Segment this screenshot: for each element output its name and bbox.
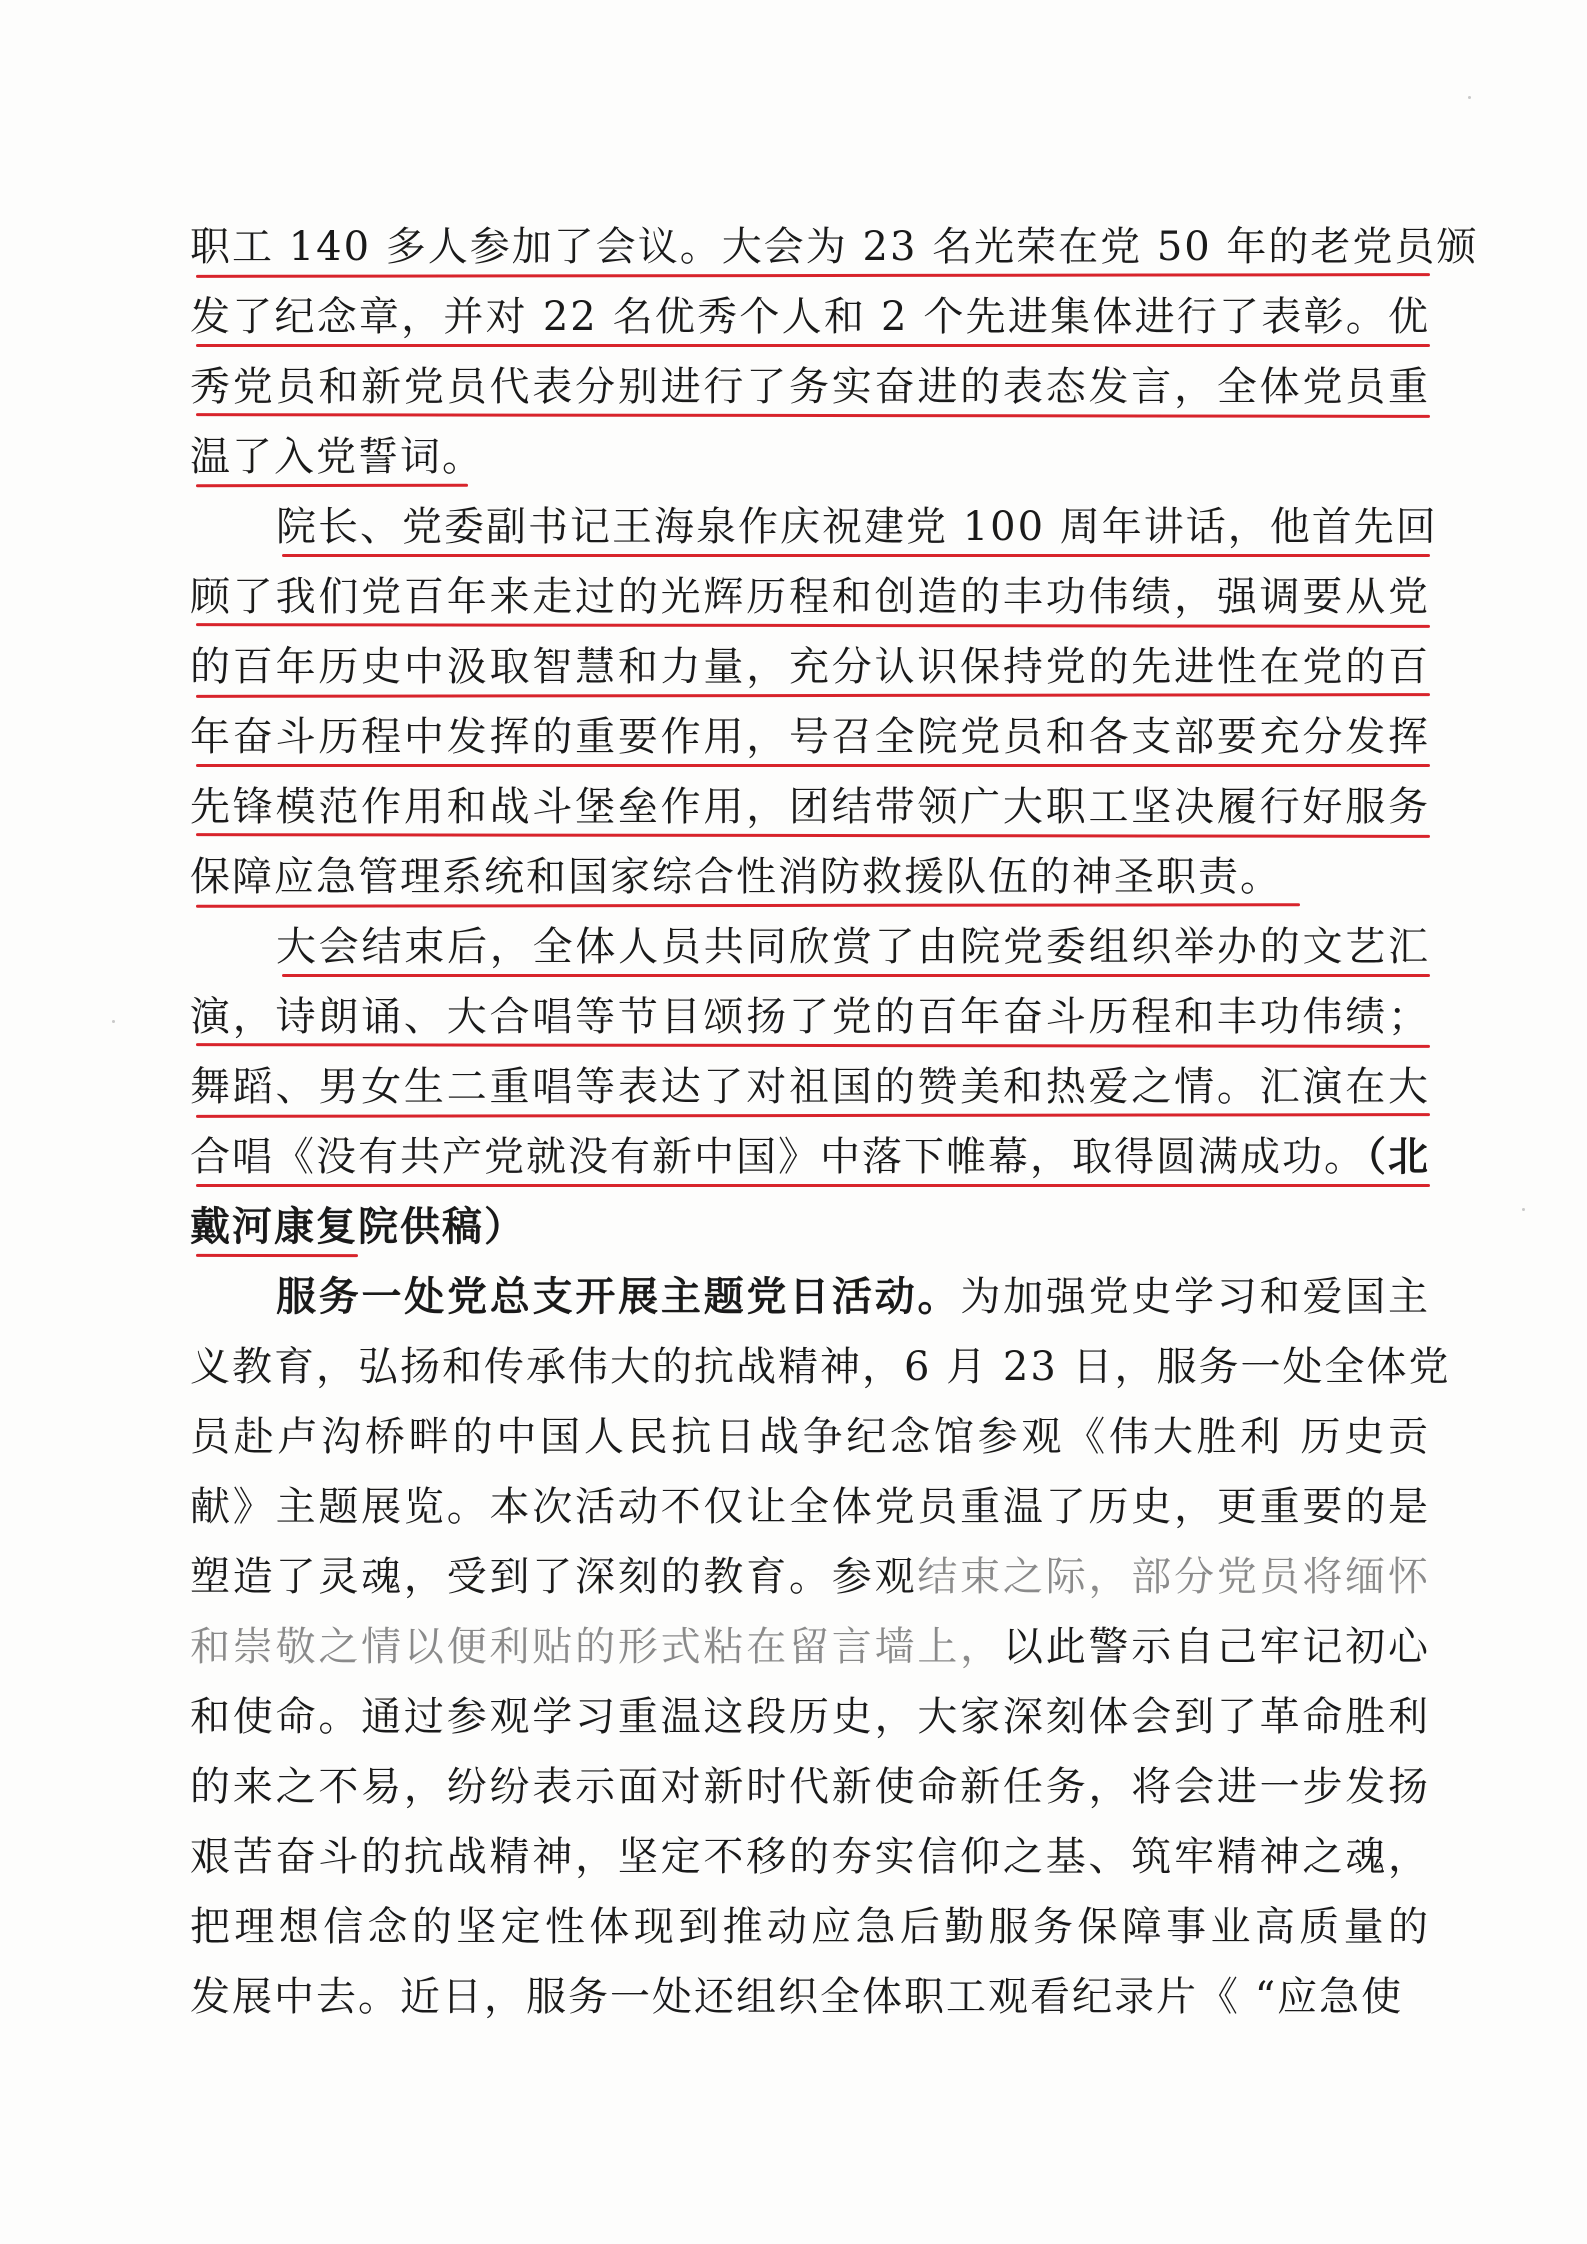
line-text: 温了入党誓词。	[190, 434, 484, 480]
text-line	[190, 912, 1430, 982]
faded-text: 结束之际，部分党员将缅怀	[917, 1554, 1431, 1600]
text-line	[190, 702, 1430, 772]
line-text: 义教育，弘扬和传承伟大的抗战精神，6 月 23 日，服务一处全体党	[190, 1344, 1451, 1390]
text-line	[190, 1822, 1430, 1892]
red-underline	[282, 554, 1430, 557]
text-line	[190, 632, 1430, 702]
line-text: 献》主题展览。本次活动不仅让全体党员重温了历史，更重要的是	[190, 1484, 1430, 1530]
line-text: 发展中去。近日，服务一处还组织全体职工观看纪录片《 “应急使	[190, 1974, 1404, 2020]
text-line	[190, 1962, 1403, 2032]
text-line	[190, 772, 1430, 842]
text-line	[190, 1612, 1430, 1682]
line-text: 艰苦奋斗的抗战精神，坚定不移的夯实信仰之基、筑牢精神之魂，	[190, 1834, 1430, 1880]
text-line	[190, 492, 1438, 562]
line-text: 合唱《没有共产党就没有新中国》中落下帷幕，取得圆满成功。	[190, 1134, 1366, 1180]
text-line	[190, 1262, 1430, 1332]
line-text: 的百年历史中汲取智慧和力量，充分认识保持党的先进性在党的百	[190, 644, 1430, 690]
text-line	[190, 1052, 1430, 1122]
line-text: 秀党员和新党员代表分别进行了务实奋进的表态发言，全体党员重	[190, 364, 1430, 410]
text-line	[190, 1472, 1430, 1542]
text-line	[190, 562, 1430, 632]
red-underline	[196, 484, 468, 487]
line-text: 职工 140 多人参加了会议。大会为 23 名光荣在党 50 年的老党员颁	[190, 224, 1479, 270]
text-line	[190, 842, 1282, 912]
source-credit: 戴河康复院供稿）	[190, 1204, 526, 1250]
text-line	[190, 982, 1430, 1052]
line-text: 塑造了灵魂，受到了深刻的教育。参观	[190, 1554, 918, 1600]
line-text: 把理想信念的坚定性体现到推动应急后勤服务保障事业高质量的	[190, 1904, 1430, 1950]
text-line	[190, 1542, 1430, 1612]
line-text: 发了纪念章，并对 22 名优秀个人和 2 个先进集体进行了表彰。优	[190, 294, 1430, 340]
text-line	[190, 1192, 526, 1262]
text-line	[190, 212, 1479, 282]
text-line	[190, 1682, 1430, 1752]
line-text: 先锋模范作用和战斗堡垒作用，团结带领广大职工坚决履行好服务	[190, 784, 1430, 830]
line-text: 员赴卢沟桥畔的中国人民抗日战争纪念馆参观《伟大胜利 历史贡	[190, 1414, 1430, 1460]
scan-speck	[1468, 96, 1471, 99]
text-line	[190, 1332, 1451, 1402]
line-text: 演，诗朗诵、大合唱等节目颂扬了党的百年奋斗历程和丰功伟绩；	[190, 994, 1430, 1040]
text-line	[190, 1402, 1430, 1472]
line-text: 的来之不易，纷纷表示面对新时代新使命新任务，将会进一步发扬	[190, 1764, 1430, 1810]
scan-speck	[1522, 1208, 1525, 1211]
line-text: 大会结束后，全体人员共同欣赏了由院党委组织举办的文艺汇	[276, 924, 1430, 970]
text-line	[190, 352, 1430, 422]
red-underline	[196, 344, 1430, 347]
section-heading: 服务一处党总支开展主题党日活动。	[276, 1274, 961, 1320]
faded-text: 和崇敬之情以便利贴的形式粘在留言墙上，	[190, 1624, 1003, 1670]
red-underline	[196, 1254, 358, 1257]
line-text: 院长、党委副书记王海泉作庆祝建党 100 周年讲话，他首先回	[276, 504, 1438, 550]
line-text: 以此警示自己牢记初心	[1002, 1624, 1431, 1670]
red-underline	[196, 764, 1430, 767]
text-line	[190, 1122, 1430, 1192]
text-line	[190, 1892, 1430, 1962]
red-underline	[196, 1184, 1430, 1187]
source-credit: （北	[1366, 1134, 1430, 1180]
text-line	[190, 422, 484, 492]
line-text: 年奋斗历程中发挥的重要作用，号召全院党员和各支部要充分发挥	[190, 714, 1430, 760]
line-text: 和使命。通过参观学习重温这段历史，大家深刻体会到了革命胜利	[190, 1694, 1430, 1740]
line-text: 为加强党史学习和爱国主	[960, 1274, 1431, 1320]
line-text: 舞蹈、男女生二重唱等表达了对祖国的赞美和热爱之情。汇演在大	[190, 1064, 1430, 1110]
text-line	[190, 1752, 1430, 1822]
red-underline	[282, 974, 1430, 977]
text-line	[190, 282, 1430, 352]
line-text: 顾了我们党百年来走过的光辉历程和创造的丰功伟绩，强调要从党	[190, 574, 1430, 620]
scan-speck	[112, 1020, 115, 1023]
line-text: 保障应急管理系统和国家综合性消防救援队伍的神圣职责。	[190, 854, 1282, 900]
